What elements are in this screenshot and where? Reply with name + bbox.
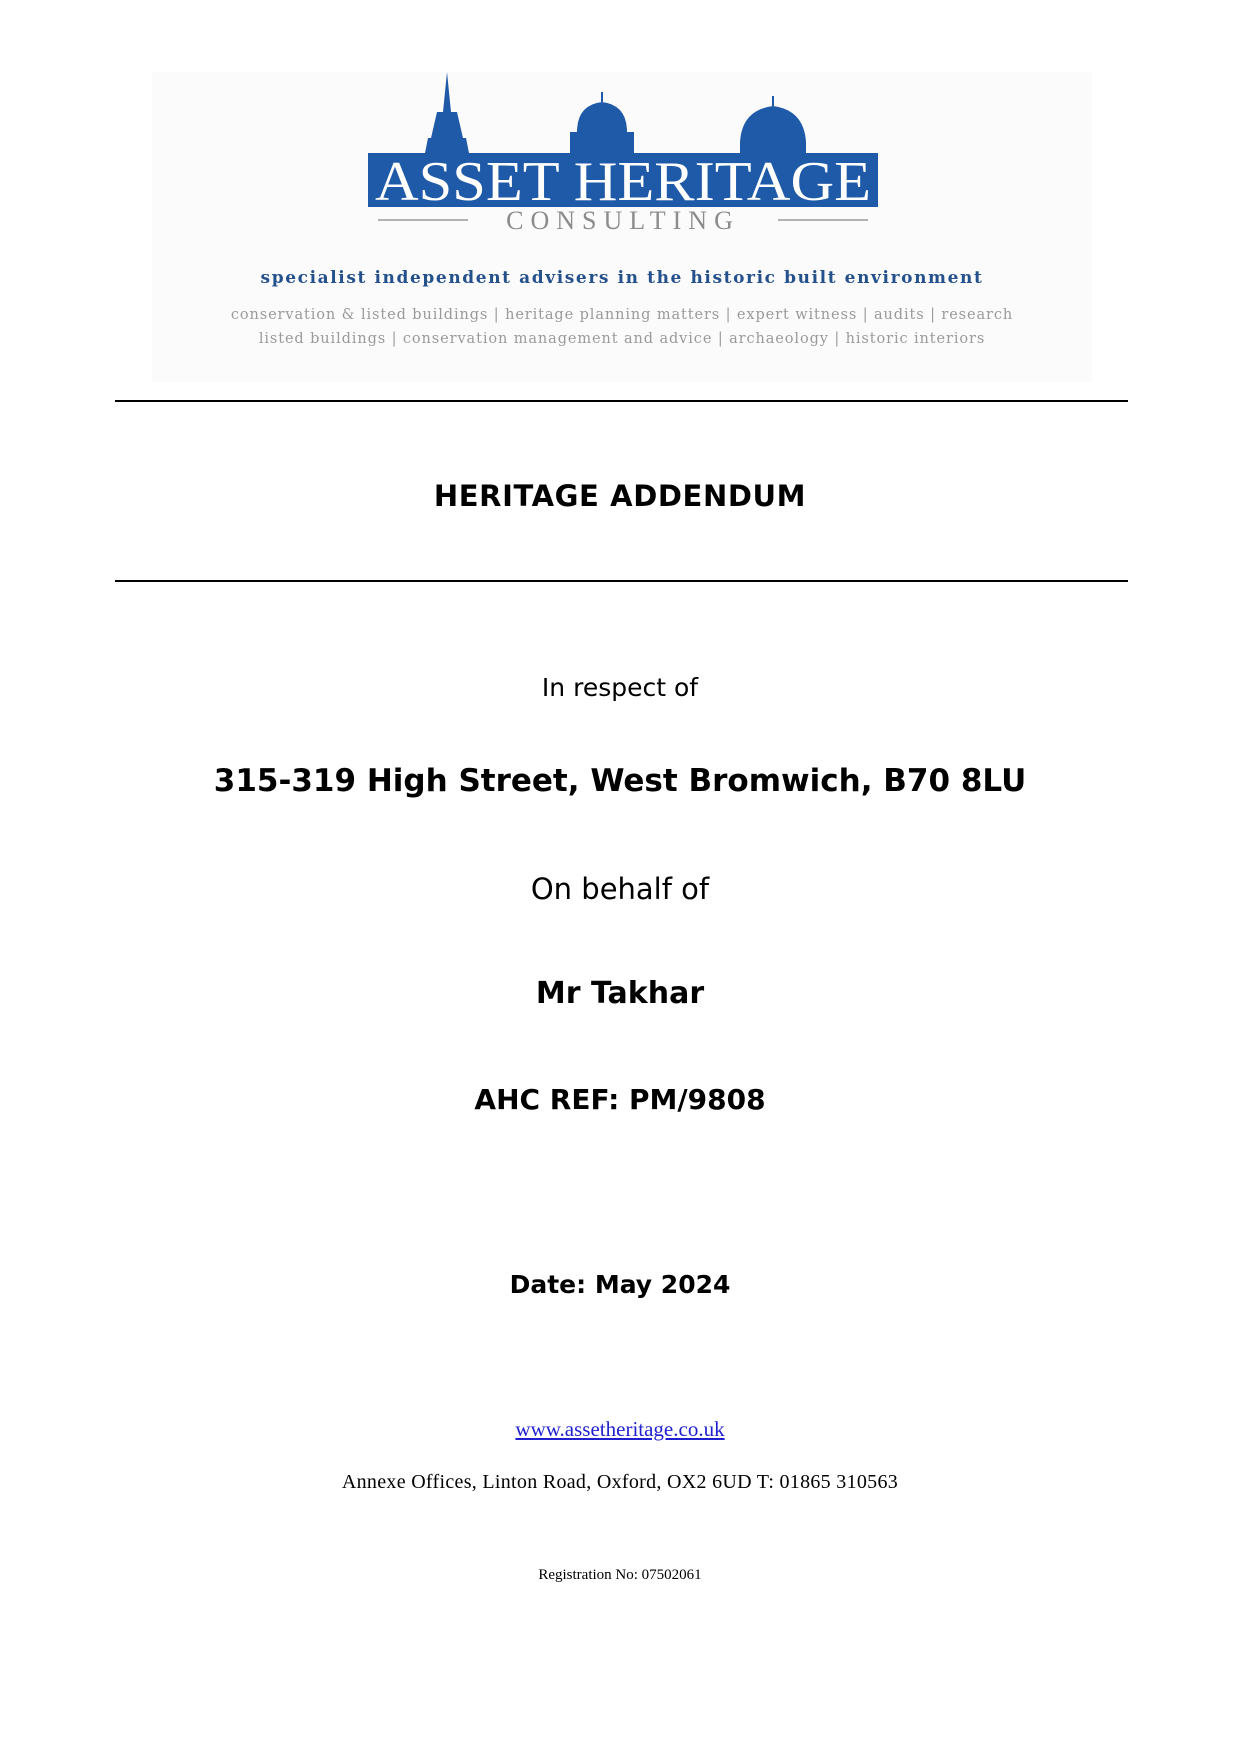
logo-skyline-graphic xyxy=(152,72,1092,272)
company-logo xyxy=(152,72,1092,382)
logo-right-finial xyxy=(772,96,774,106)
top-divider xyxy=(115,400,1128,402)
client-name: Mr Takhar xyxy=(535,976,705,1011)
logo-tagline: specialist independent advisers in the historic built environment xyxy=(260,268,984,288)
logo-services-line-1: conservation & listed buildings | heritage planning matters | expert witness | audits | research xyxy=(230,307,1014,323)
logo-dome-finial xyxy=(601,92,603,102)
logo-name-text: ASSET HERITAGE xyxy=(375,151,871,213)
website-link[interactable]: www.assetheritage.co.uk xyxy=(515,1417,725,1441)
document-date: Date: May 2024 xyxy=(509,1270,731,1299)
logo-middle-drum xyxy=(570,132,634,153)
logo-services-line-2: listed buildings | conservation management and advice | archaeology | historic interiors xyxy=(258,331,986,347)
logo-right-dome xyxy=(740,106,806,153)
on-behalf-label: On behalf of xyxy=(530,872,710,906)
in-respect-label: In respect of xyxy=(541,673,699,702)
bottom-divider xyxy=(115,580,1128,582)
reference-number: AHC REF: PM/9808 xyxy=(474,1083,766,1116)
logo-spire-shape xyxy=(425,72,469,153)
property-address: 315-319 High Street, West Bromwich, B70 8LU xyxy=(213,763,1027,799)
registration-number: Registration No: 07502061 xyxy=(538,1567,702,1583)
logo-subtitle-text: CONSULTING xyxy=(506,206,740,235)
office-address: Annexe Offices, Linton Road, Oxford, OX2 6UD T: 01865 310563 xyxy=(341,1471,899,1493)
document-title: HERITAGE ADDENDUM xyxy=(433,479,807,513)
